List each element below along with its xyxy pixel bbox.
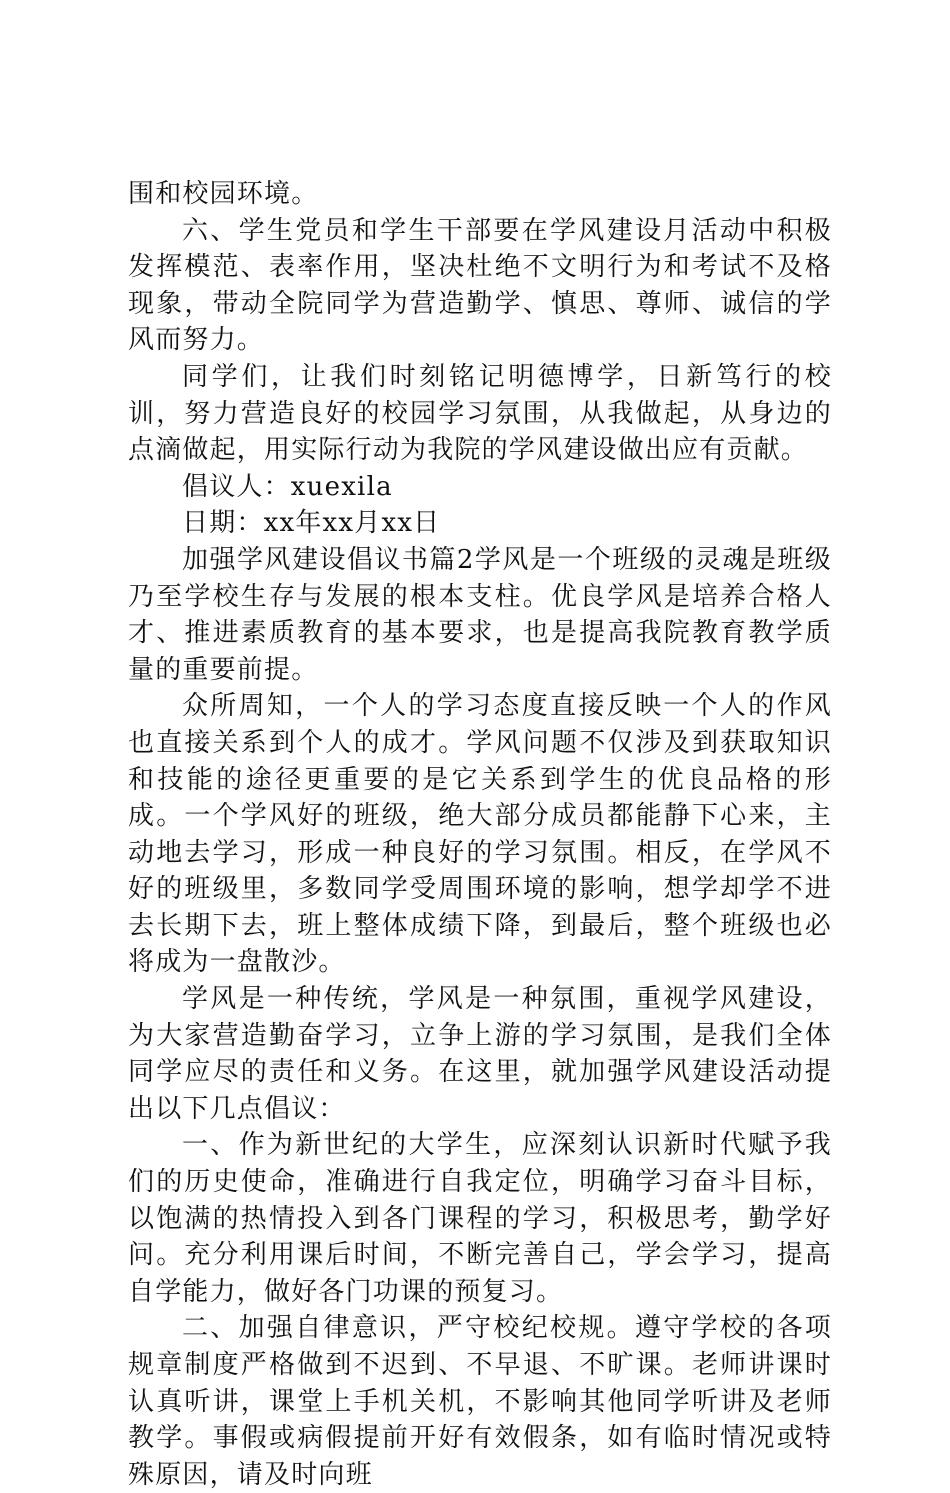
document-body: [128, 176, 832, 1493]
paragraph-8: 学风是一种传统，学风是一种氛围，重视学风建设，为大家营造勤奋学习，立争上游的学习氛围，是我们全体同学应尽的责任和义务。在这里，就加强学风建设活动提出以下几点倡议：: [128, 984, 832, 1124]
paragraph-10: 二、加强自律意识，严守校纪校规。遵守学校的各项规章制度严格做到不迟到、不早退、不旷课。老师讲课时认真听讲，课堂上手机关机，不影响其他同学听讲及老师教学。事假或病假提前开好有效假条，如有临时情况或特殊原因，请及时向班: [128, 1313, 832, 1490]
paragraph-9: 一、作为新世纪的大学生，应深刻认识新时代赋予我们的历史使命，准确进行自我定位，明确学习奋斗目标，以饱满的热情投入到各门课程的学习，积极思考，勤学好问。充分利用课后时间，不断完善自己，学会学习，提高自学能力，做好各门功课的预复习。: [128, 1130, 832, 1307]
date-line: 日期：xx年xx月xx日: [182, 508, 441, 539]
paragraph-2: 六、学生党员和学生干部要在学风建设月活动中积极发挥模范、表率作用，坚决杜绝不文明行为和考试不及格现象，带动全院同学为营造勤学、慎思、尊师、诚信的学风而努力。: [128, 215, 832, 356]
paragraph-7: 众所周知，一个人的学习态度直接反映一个人的作风也直接关系到个人的成才。学风问题不仅涉及到获取知识和技能的途径更重要的是它关系到学生的优良品格的形成。一个学风好的班级，绝大部分成员都能静下心来，主动地去学习，形成一种良好的学习氛围。相反，在学风不好的班级里，多数同学受周围环境的影响，想学却学不进去长期下去，班上整体成绩下降，到最后，整个班级也必将成为一盘散沙。: [128, 691, 832, 978]
paragraph-1: 围和校园环境。: [128, 179, 319, 209]
paragraph-6: 加强学风建设倡议书篇2学风是一个班级的灵魂是班级乃至学校生存与发展的根本支柱。优良学风是培养合格人才、推进素质教育的基本要求，也是提高我院教育教学质量的重要前提。: [128, 544, 832, 685]
initiator-line: 倡议人：xuexila: [182, 471, 393, 502]
paragraph-3: 同学们，让我们时刻铭记明德博学，日新笃行的校训，努力营造良好的校园学习氛围，从我做起，从身边的点滴做起，用实际行动为我院的学风建设做出应有贡献。: [128, 361, 832, 466]
